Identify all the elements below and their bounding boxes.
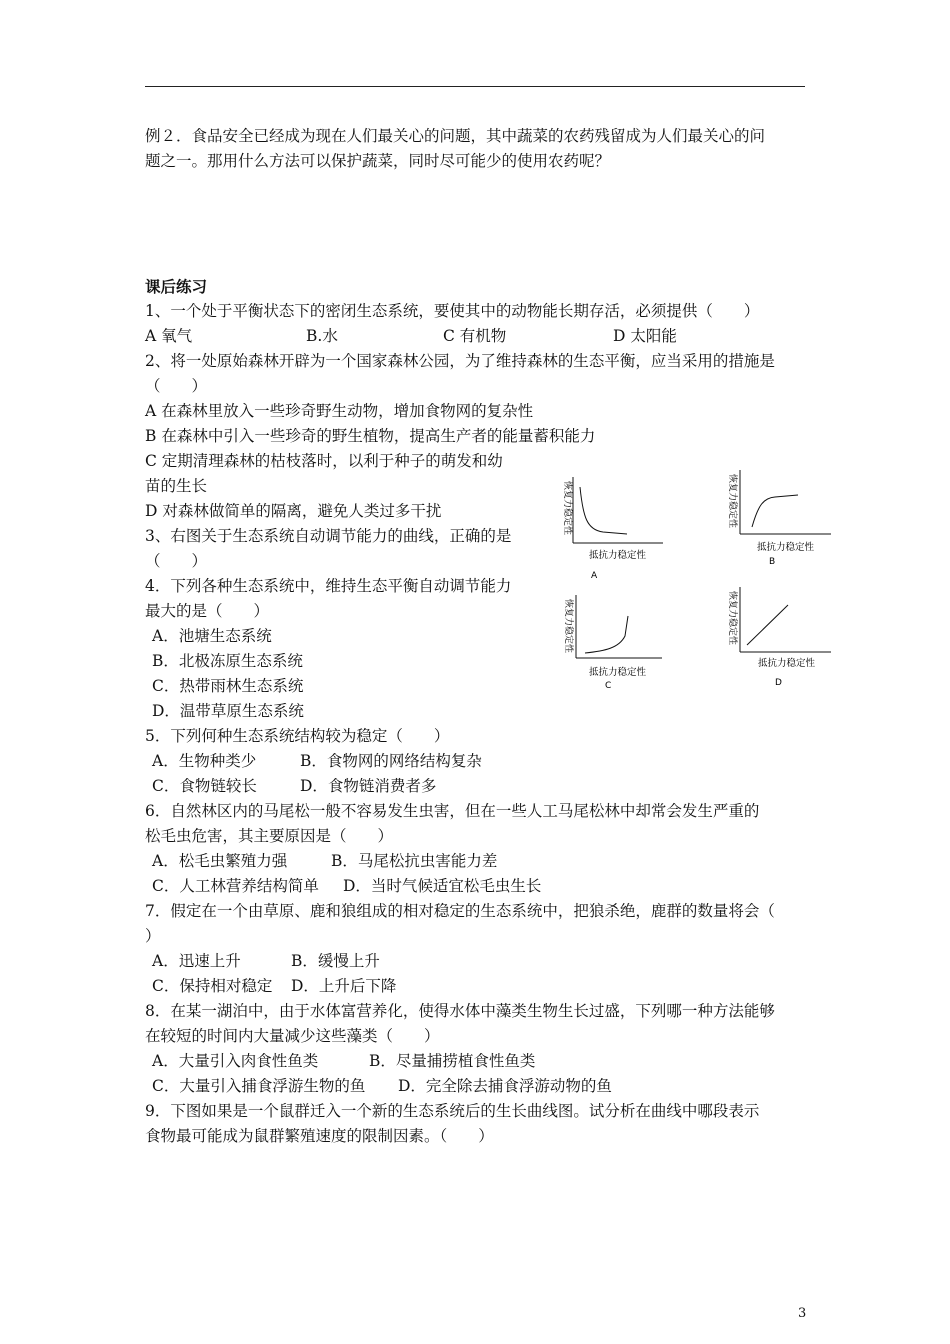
graph-a [555,475,670,585]
q6-option-c: C．人工林营养结构简单 [152,877,319,895]
q4-option-a: A．池塘生态系统 [152,627,272,645]
q2-option-b: B 在森林中引入一些珍奇的野生植物，提高生产者的能量蓄积能力 [145,427,596,445]
graph-b-xlabel: 抵抗力稳定性 [757,542,815,553]
graph-a-label: A [591,571,598,581]
q8-option-a: A．大量引入肉食性鱼类 [152,1052,319,1070]
graph-d-ylabel: 恢复力稳定性 [727,591,737,646]
q7-option-a: A．迅速上升 [152,952,241,970]
q7-option-b: B．缓慢上升 [291,952,380,970]
example2-line1: 例２．食品安全已经成为现在人们最关心的问题，其中蔬菜的农药残留成为人们最关心的问 [145,127,766,145]
q8-stem2: 在较短的时间内大量减少这些藻类（ ） [145,1027,440,1045]
q2-paren: （ ） [145,377,208,395]
q9-stem2: 食物最可能成为鼠群繁殖速度的限制因素。（ ） [145,1127,494,1145]
q2-option-c2: 苗的生长 [145,477,208,495]
q6-stem1: 6．自然林区内的马尾松一般不容易发生虫害，但在一些人工马尾松林中却常会发生严重的 [145,802,760,820]
q7-stem2: ） [145,927,161,945]
q5-option-b: B．食物网的网络结构复杂 [300,752,482,770]
q4-option-d: D．温带草原生态系统 [152,702,304,720]
q4-option-b: B．北极冻原生态系统 [152,652,303,670]
q2-option-a: A 在森林里放入一些珍奇野生动物，增加食物网的复杂性 [145,402,534,420]
graph-d-xlabel: 抵抗力稳定性 [758,658,816,669]
section-title: 课后练习 [145,277,208,296]
q7-stem1: 7．假定在一个由草原、鹿和狼组成的相对稳定的生态系统中，把狼杀绝，鹿群的数量将会（ [145,902,775,920]
q4-stem1: 4．下列各种生态系统中，维持生态平衡自动调节能力 [145,577,512,595]
q8-option-b: B．尽量捕捞植食性鱼类 [369,1052,536,1070]
q8-stem1: 8．在某一湖泊中，由于水体富营养化，使得水体中藻类生物生长过盛，下列哪一种方法能够 [145,1002,775,1020]
graph-a-xlabel: 抵抗力稳定性 [589,550,647,561]
q4-option-c: C．热带雨林生态系统 [152,677,304,695]
q6-stem2: 松毛虫危害，其主要原因是（ ） [145,827,394,845]
header-rule [145,86,805,87]
graph-b [725,468,840,576]
graph-b-label: B [769,557,776,567]
q5-stem: 5．下列何种生态系统结构较为稳定（ ） [145,727,450,745]
q1-option-d: D 太阳能 [613,327,677,345]
q2-option-d: D 对森林做简单的隔离，避免人类过多干扰 [145,502,442,520]
q1-option-c: C 有机物 [443,327,507,345]
graph-a-ylabel: 恢复力稳定性 [562,481,572,536]
graph-d-label: D [775,678,782,688]
graph-c [555,593,670,701]
q2-stem: 2、将一处原始森林开辟为一个国家森林公园，为了维持森林的生态平衡，应当采用的措施是 [145,352,775,370]
q1-option-a: A 氧气 [145,327,193,345]
q1-stem: 1、一个处于平衡状态下的密闭生态系统，要使其中的动物能长期存活，必须提供（ ） [145,302,760,320]
q6-option-b: B．马尾松抗虫害能力差 [331,852,498,870]
q1-option-b: B.水 [306,327,338,345]
graph-c-xlabel: 抵抗力稳定性 [589,667,647,678]
q7-option-d: D．上升后下降 [291,977,397,995]
q6-option-a: A．松毛虫繁殖力强 [152,852,288,870]
q2-option-c1: C 定期清理森林的枯枝落时，以利于种子的萌发和幼 [145,452,503,470]
q4-stem2: 最大的是（ ） [145,602,270,620]
graph-c-label: C [605,681,612,691]
q5-option-c: C．食物链较长 [152,777,257,795]
page-number: 3 [798,1306,807,1321]
graph-b-ylabel: 恢复力稳定性 [727,474,737,529]
q8-option-c: C．大量引入捕食浮游生物的鱼 [152,1077,366,1095]
example2-line2: 题之一。那用什么方法可以保护蔬菜，同时尽可能少的使用农药呢？ [145,152,611,170]
q7-option-c: C．保持相对稳定 [152,977,273,995]
q9-stem1: 9．下图如果是一个鼠群迁入一个新的生态系统后的生长曲线图。试分析在曲线中哪段表示 [145,1102,760,1120]
q6-option-d: D．当时气候适宜松毛虫生长 [343,877,542,895]
q5-option-d: D．食物链消费者多 [300,777,437,795]
q3-stem: 3、右图关于生态系统自动调节能力的曲线，正确的是 [145,527,512,545]
graph-d [725,585,840,693]
q5-option-a: A．生物种类少 [152,752,257,770]
q3-paren: （ ） [145,552,208,570]
graph-c-ylabel: 恢复力稳定性 [563,599,573,654]
q8-option-d: D．完全除去捕食浮游动物的鱼 [398,1077,612,1095]
